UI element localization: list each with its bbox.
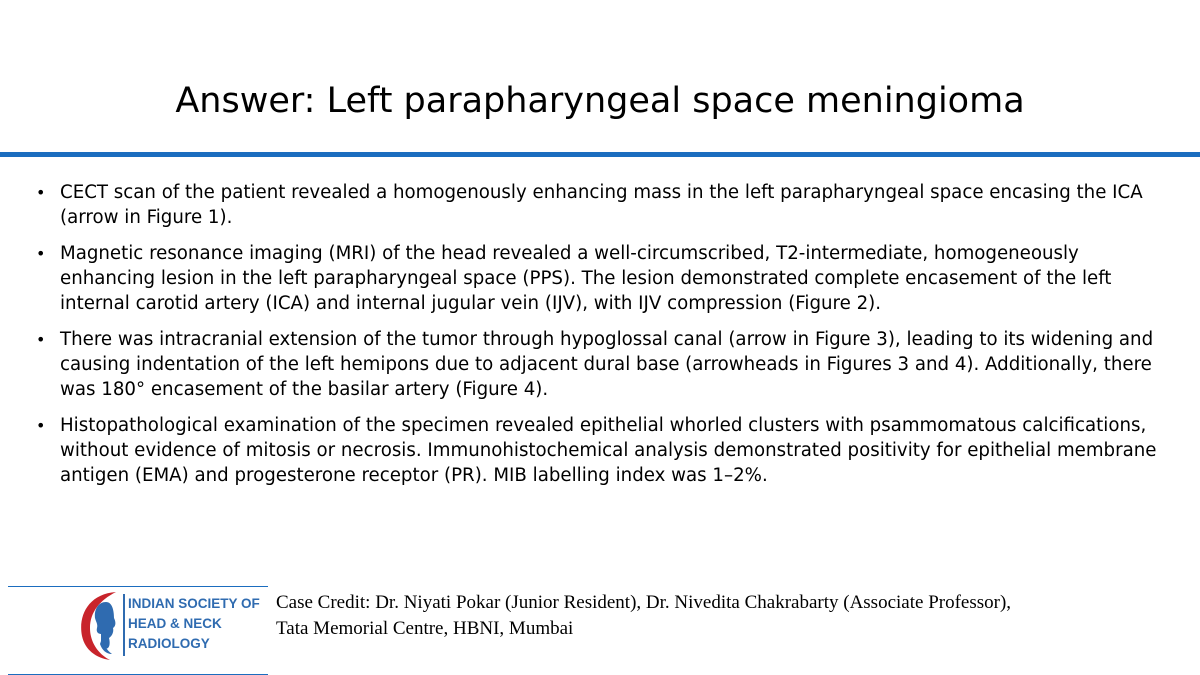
bullet-item bbox=[34, 413, 1174, 488]
bullet-text: There was intracranial extension of the tumor through hypoglossal canal (arrow in Figure 3), leading to its widening and causing indentation of the left hemipons due to adjacent dural base (arrowheads in Figures 3 and 4). Additionally, there was 180° encasement of the basilar artery (Figure 4). bbox=[60, 329, 1154, 400]
bullet-list bbox=[34, 180, 1174, 499]
society-logo bbox=[76, 586, 266, 666]
bullet-text: Magnetic resonance imaging (MRI) of the head revealed a well-circumscribed, T2-intermediate, homogeneously enhancing lesion in the left parapharyngeal space (PPS). The lesion demonstrated complete encasement of the left internal carotid artery (ICA) and internal jugular vein (IJV), with IJV compression (Figure 2). bbox=[60, 243, 1112, 314]
bullet-marker: • bbox=[36, 183, 46, 202]
logo-text-line: RADIOLOGY bbox=[128, 636, 210, 651]
bullet-marker: • bbox=[36, 330, 46, 349]
case-credit bbox=[276, 590, 1176, 642]
bullet-marker: • bbox=[36, 416, 46, 435]
bullet-item bbox=[34, 241, 1174, 316]
slide-title: Answer: Left parapharyngeal space meningioma bbox=[175, 81, 1025, 121]
head-and-neck-silhouette-logo-icon bbox=[76, 588, 122, 662]
bullet-marker: • bbox=[36, 244, 46, 263]
title-divider bbox=[0, 152, 1200, 157]
bullet-item bbox=[34, 180, 1174, 230]
logo-text-line: INDIAN SOCIETY OF bbox=[128, 596, 260, 611]
bullet-item bbox=[34, 327, 1174, 402]
logo-text bbox=[128, 594, 260, 654]
case-credit-line: Case Credit: Dr. Niyati Pokar (Junior Resident), Dr. Nivedita Chakrabarty (Associate Professor), bbox=[276, 592, 1012, 613]
case-credit-line: Tata Memorial Centre, HBNI, Mumbai bbox=[276, 618, 574, 639]
logo-text-line: HEAD & NECK bbox=[128, 616, 222, 631]
logo-divider bbox=[123, 594, 125, 656]
bullet-text: Histopathological examination of the specimen revealed epithelial whorled clusters with psammomatous calcifications, without evidence of mitosis or necrosis. Immunohistochemical analysis demonstrated positivity for epithelial membrane antigen (EMA) and progesterone receptor (PR). MIB labelling index was 1–2%. bbox=[60, 415, 1157, 486]
bullet-text: CECT scan of the patient revealed a homogenously enhancing mass in the left parapharyngeal space encasing the ICA (arrow in Figure 1). bbox=[60, 182, 1143, 228]
